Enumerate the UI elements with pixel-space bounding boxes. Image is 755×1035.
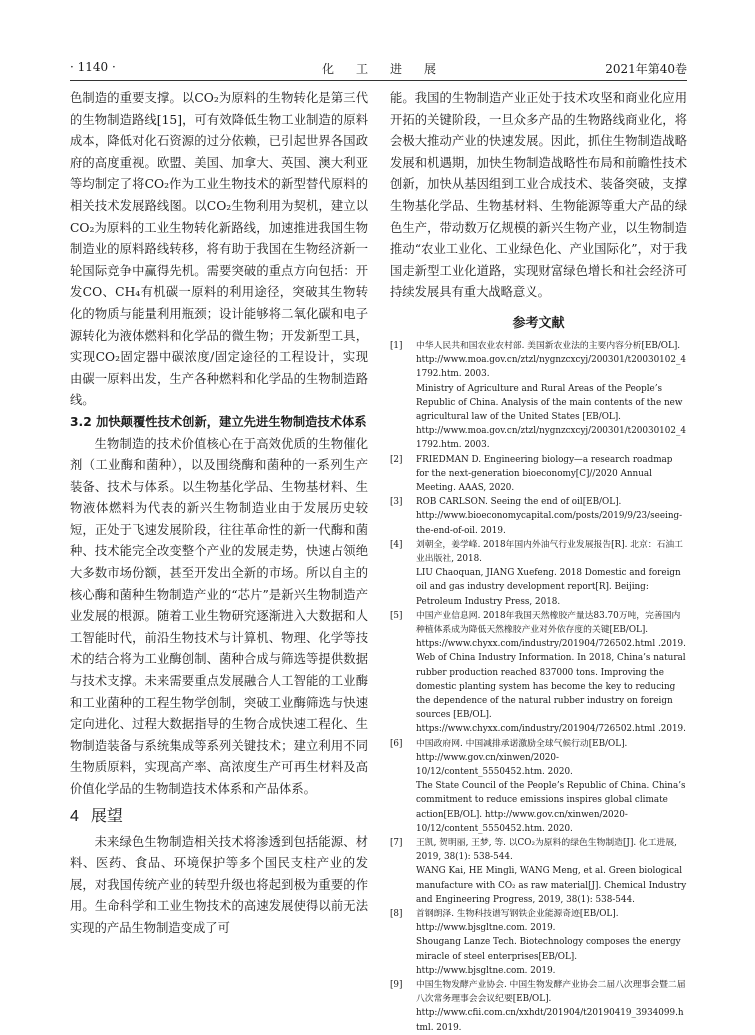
right-column <box>390 88 687 1035</box>
reference-item <box>390 538 687 609</box>
reference-label: [9] <box>390 980 403 991</box>
reference-label: [5] <box>390 610 403 621</box>
reference-label: [3] <box>390 497 403 508</box>
reference-label: [7] <box>390 838 403 849</box>
reference-label: [6] <box>390 738 403 749</box>
left-column <box>70 88 368 940</box>
reference-item <box>390 737 687 836</box>
reference-text: 刘朝全，姜学峰. 2018年国内外油气行业发展报告[R]. 北京：石油工业出版社, 2018. <box>416 539 683 564</box>
reference-text-english: Shougang Lanze Tech. Biotechnology composes the energy miracle of steel enterprises[EB/OL]. http://www.bjsgltne.com. 2019. <box>416 937 681 976</box>
section-number: 4 <box>70 807 79 825</box>
reference-item <box>390 495 687 538</box>
reference-text-english: LIU Chaoquan, JIANG Xuefeng. 2018 Domestic and foreign oil and gas industry development report[R]. Beijing: Petroleum Industry Press, 2018. <box>416 568 681 607</box>
paragraph-biocatalyst: 生物制造的技术价值核心在于高效优质的生物催化剂（工业酶和菌种），以及围绕酶和菌种的一系列生产装备、技术与体系。以生物基化学品、生物基材料、生物液体燃料为代表的新兴生物制造业由于发展历史较短，正处于飞速发展阶段，往往革命性的新一代酶和菌种、技术能完全改变整个产业的发展走势，快速占领绝大多数市场份额，甚至开发出全新的市场。所以自主的核心酶和菌种生物制造产业的“芯片”是新兴生物制造产业发展的根源。随着工业生物研究逐渐进入大数据和人工智能时代，前沿生物技术与计算机、物理、化学等技术的结合将为工业酶创制、菌种合成与筛选等提供数据与技术支撑。未来需要重点发展融合人工智能的工业酶和工业菌种的工程生物学创制，突破工业酶筛选与快速定向进化、过程大数据指导的生物合成快速工程化、生物制造装备与系统集成等系列关键技术；建立利用不同生物质原料，实现高产率、高浓度生产可再生材料及高价值化学品的生物制造技术体系和产品体系。 <box>70 436 368 796</box>
reference-text: 中国政府网. 中国减排承诺激励全球气候行动[EB/OL]. http://www.gov.cn/xinwen/2020-10/12/content_5550452.htm. 2020. <box>416 738 628 778</box>
reference-text-english: WANG Kai, HE Mingli, WANG Meng, et al. Green biological manufacture with CO₂ as raw material[J]. Chemical Industry and Engineering Progress, 2019, 38(1): 538-544. <box>416 866 687 905</box>
reference-text-english: Web of China Industry Information. In 2018, China’s natural rubber production reached 837000 tons. Improving the domestic planting system has become the key to reducing the dependence of the natural rubber industry on foreign sources [EB/OL]. https://www.chyxx.com/industry/201904/726502.html .2019. <box>416 653 686 735</box>
paragraph-co2-route: 色制造的重要支撑。以CO₂为原料的生物转化是第三代的生物制造路线[15]，可有效降低生物工业制造的原料成本，降低对化石资源的过分依赖，已引起世界各国政府的高度重视。欧盟、美国、加拿大、英国、澳大利亚等均制定了将CO₂作为工业生物技术的新型替代原料的相关技术发展路线图。以CO₂生物利用为契机，建立以CO₂为原料的工业生物转化新路线，加速推进我国生物制造业的原料路线转移，将有助于我国在生物经济新一轮国际竞争中赢得先机。需要突破的重点方向包括：开发CO、CH₄有机碳一原料的利用途径，突破其生物转化的物质与能量利用瓶颈；设计能够将二氧化碳和电子源转化为液体燃料和化学品的微生物；开发新型工具，实现CO₂固定器中碳浓度/固定途径的工程设计，实现由碳一原料出发，生产各种燃料和化学品的生物制造路线。 <box>70 91 368 408</box>
paragraph-outlook: 未来绿色生物制造相关技术将渗透到包括能源、材料、医药、食品、环境保护等多个国民支柱产业的发展，对我国传统产业的转型升级也将起到极为重要的作用。生命科学和工业生物技术的高速发展使得以前无法实现的产品生物制造变成了可 <box>70 834 368 935</box>
journal-name: 化工进展 <box>322 62 459 76</box>
paragraph-outlook-continued: 能。我国的生物制造产业正处于技术攻坚和商业化应用开拓的关键阶段，一旦众多产品的生物路线商业化，将会极大推动产业的快速发展。因此，抓住生物制造战略发展和机遇期，加快生物制造战略性布局和前瞻性技术创新，加快从基因组到工业合成技术、装备突破，支撑生物基化学品、生物基材料、生物能源等重大产品的绿色生产，带动数万亿规模的新兴生物产业，以生物制造推动“农业工业化、工业绿色化、产业国际化”，对于我国走新型工业化道路，实现财富绿色增长和社会经济可持续发展具有重大战略意义。 <box>390 91 687 300</box>
reference-label: [2] <box>390 454 403 465</box>
reference-list <box>390 339 687 1035</box>
reference-text: 中国生物发酵产业协会. 中国生物发酵产业协会二届八次理事会暨二届八次常务理事会会议纪要[EB/OL]. http://www.cfii.com.cn/xxhdt/201904/t20190419_3934099.html. 2019. <box>416 980 686 1033</box>
section-title: 展望 <box>90 805 123 825</box>
reference-text: 中华人民共和国农业农村部. 美国新农业法的主要内容分析[EB/OL]. http://www.moa.gov.cn/ztzl/nygnzcxcyj/200301/t20030102_41792.htm. 2003. <box>416 340 686 380</box>
reference-text: 中国产业信息网. 2018年我国天然橡胶产量达83.70万吨，完善国内种植体系成为降低天然橡胶产业对外依存度的关键[EB/OL]. https://www.chyxx.com/industry/201904/726502.html .2019. <box>416 610 686 650</box>
reference-text: FRIEDMAN D. Engineering biology—a research roadmap for the next-generation bioeconomy[C]//2020 Annual Meeting. AAAS, 2020. <box>416 454 673 493</box>
section-heading-4 <box>70 804 368 829</box>
reference-item <box>390 907 687 978</box>
reference-text: 首钢朗泽. 生物科技谱写钢铁企业能源奇迹[EB/OL]. http://www.bjsgltne.com. 2019. <box>416 909 619 934</box>
page-number: · 1140 · <box>70 60 116 74</box>
reference-item <box>390 453 687 496</box>
reference-item <box>390 836 687 907</box>
reference-text: ROB CARLSON. Seeing the end of oil[EB/OL]. http://www.bioeconomycapital.com/posts/2019/9/23/seeing-the-end-of-oil. 2019. <box>416 497 683 536</box>
reference-label: [8] <box>390 909 403 920</box>
reference-item <box>390 339 687 453</box>
reference-item <box>390 609 687 737</box>
reference-text-english: Ministry of Agriculture and Rural Areas of the People’s Republic of China. Analysis of the main contents of the new agricultural law of the United States [EB/OL]. http://www.moa.gov.cn/ztzl/nygnzcxcyj/200301/t20030102_41792.htm. 2003. <box>416 383 686 451</box>
references-title: 参考文献 <box>512 315 565 331</box>
reference-label: [1] <box>390 340 403 351</box>
running-header <box>70 60 687 81</box>
issue-info: 2021年第40卷 <box>605 62 687 76</box>
reference-text: 王凯, 贺明丽, 王梦, 等. 以CO₂为原料的绿色生物制造[J]. 化工进展, 2019, 38(1): 538-544. <box>416 838 677 863</box>
reference-label: [4] <box>390 539 403 550</box>
reference-text-english: The State Council of the People’s Republic of China. China’s commitment to reduce emissions inspires global climate action[EB/OL]. http://www.gov.cn/xinwen/2020-10/12/content_5550452.htm. 2020. <box>416 781 686 834</box>
reference-item <box>390 978 687 1035</box>
section-heading-3-2: 3.2 加快颠覆性技术创新，建立先进生物制造技术体系 <box>70 414 367 429</box>
